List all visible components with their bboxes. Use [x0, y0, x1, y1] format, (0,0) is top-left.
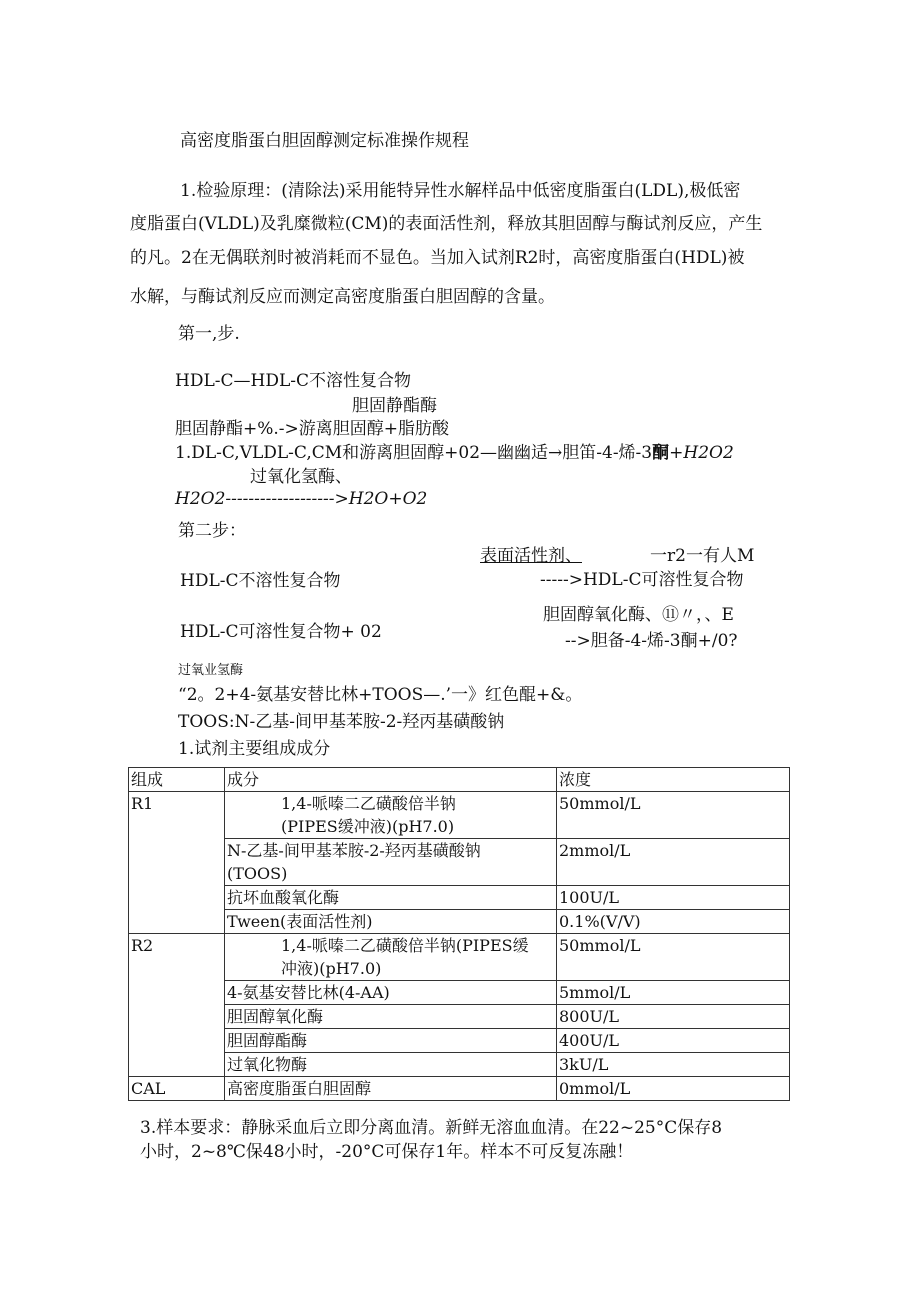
- table-row: [129, 981, 790, 1005]
- group-cell: CAL: [129, 1077, 225, 1101]
- component-cell: 1,4-哌嗪二乙磺酸倍半钠 (PIPES缓冲液)(pH7.0): [225, 792, 557, 839]
- table-header: 成分: [225, 768, 557, 792]
- principle-line: 1.检验原理：(清除法)采用能特异性水解样品中低密度脂蛋白(LDL),极低密: [180, 181, 741, 201]
- step1-equation: 胆固静酯+%.->游离胆固醇+脂肪酸: [175, 419, 450, 439]
- table-row: [129, 1053, 790, 1077]
- peroxidase-label: 过氧业氢酶: [178, 663, 244, 678]
- table-row: [129, 886, 790, 910]
- sample-line: 3.样本要求：静脉采血后立即分离血清。新鲜无溶血血清。在22~25°C保存8: [140, 1118, 723, 1138]
- table-row: [129, 910, 790, 934]
- table-row: [129, 1077, 790, 1101]
- step1-equation: HDL-C—HDL-C不溶性复合物: [175, 371, 411, 391]
- step1-equation: [175, 442, 734, 464]
- oxidase-note: 胆固醇氧化酶、⑪〃，、E: [543, 605, 734, 625]
- table-header: 组成: [129, 768, 225, 792]
- concentration-cell: 0mmol/L: [557, 1077, 790, 1101]
- enzyme-label: 胆固静酯酶: [352, 396, 437, 416]
- color-reaction: “2。2+4-氨基安替比林+TOOS—.’一》红色醌+&。: [178, 685, 583, 705]
- component-cell: 过氧化物酶: [225, 1053, 557, 1077]
- sample-line: 小时，2~8℃保48小时，-20°C可保存1年。样本不可反复冻融！: [140, 1142, 634, 1162]
- table-row: [129, 934, 790, 981]
- step2-equation-right: -->胆备-4-烯-3酮+/0?: [565, 631, 738, 651]
- table-row: [129, 839, 790, 886]
- table-row: [129, 1029, 790, 1053]
- principle-line: 水解，与酶试剂反应而测定高密度脂蛋白胆固醇的含量。: [130, 287, 555, 307]
- equation-text: 1.DL-C,VLDL-C,CM和游离胆固醇+02—幽幽适→胆笛-4-烯-3: [175, 443, 653, 463]
- concentration-cell: 5mmol/L: [557, 981, 790, 1005]
- equation-text: +H2O2: [669, 443, 734, 463]
- concentration-cell: 50mmol/L: [557, 934, 790, 981]
- group-cell: R2: [129, 934, 225, 1077]
- step2-equation-left: HDL-C不溶性复合物: [180, 571, 341, 591]
- component-cell: 胆固醇酯酶: [225, 1029, 557, 1053]
- step2-heading: 第二步：: [178, 521, 246, 541]
- table-row: [129, 792, 790, 839]
- reagent-table: [128, 767, 790, 1101]
- table-header-row: [129, 768, 790, 792]
- enzyme-label: 过氧化氢酶、: [250, 467, 352, 487]
- group-cell: R1: [129, 792, 225, 934]
- principle-line: 的凡。2在无偶联剂时被消耗而不显色。当加入试剂R2时，高密度脂蛋白(HDL)被: [130, 248, 745, 268]
- step2-equation-left: HDL-C可溶性复合物+ 02: [180, 622, 382, 642]
- component-cell: 4-氨基安替比林(4-AA): [225, 981, 557, 1005]
- equation-bold: 酮: [652, 443, 670, 463]
- page-title: 高密度脂蛋白胆固醇测定标准操作规程: [180, 131, 469, 151]
- concentration-cell: 100U/L: [557, 886, 790, 910]
- surfactant-label: 表面活性剂、: [480, 546, 582, 566]
- component-cell: N-乙基-间甲基苯胺-2-羟丙基磺酸钠 (TOOS): [225, 839, 557, 886]
- step1-equation: H2O2------------------->H2O+O2: [175, 489, 428, 509]
- step2-equation-right: ----->HDL-C可溶性复合物: [540, 570, 744, 590]
- table-row: [129, 1005, 790, 1029]
- concentration-cell: 3kU/L: [557, 1053, 790, 1077]
- concentration-cell: 800U/L: [557, 1005, 790, 1029]
- step1-heading: 第一,步.: [178, 324, 240, 344]
- component-cell: Tween(表面活性剂): [225, 910, 557, 934]
- toos-definition: TOOS:N-乙基-间甲基苯胺-2-羟丙基磺酸钠: [178, 712, 505, 732]
- concentration-cell: 50mmol/L: [557, 792, 790, 839]
- table-header: 浓度: [557, 768, 790, 792]
- principle-line: 度脂蛋白(VLDL)及乳糜微粒(CM)的表面活性剂，释放其胆固醇与酶试剂反应，产生: [130, 214, 763, 234]
- component-cell: 高密度脂蛋白胆固醇: [225, 1077, 557, 1101]
- concentration-cell: 0.1%(V/V): [557, 910, 790, 934]
- reagents-heading: 1.试剂主要组成成分: [178, 739, 331, 759]
- r2-note: 一r2一有人M: [650, 546, 755, 566]
- concentration-cell: 400U/L: [557, 1029, 790, 1053]
- concentration-cell: 2mmol/L: [557, 839, 790, 886]
- component-cell: 1,4-哌嗪二乙磺酸倍半钠(PIPES缓 冲液)(pH7.0): [225, 934, 557, 981]
- component-cell: 抗坏血酸氧化酶: [225, 886, 557, 910]
- component-cell: 胆固醇氧化酶: [225, 1005, 557, 1029]
